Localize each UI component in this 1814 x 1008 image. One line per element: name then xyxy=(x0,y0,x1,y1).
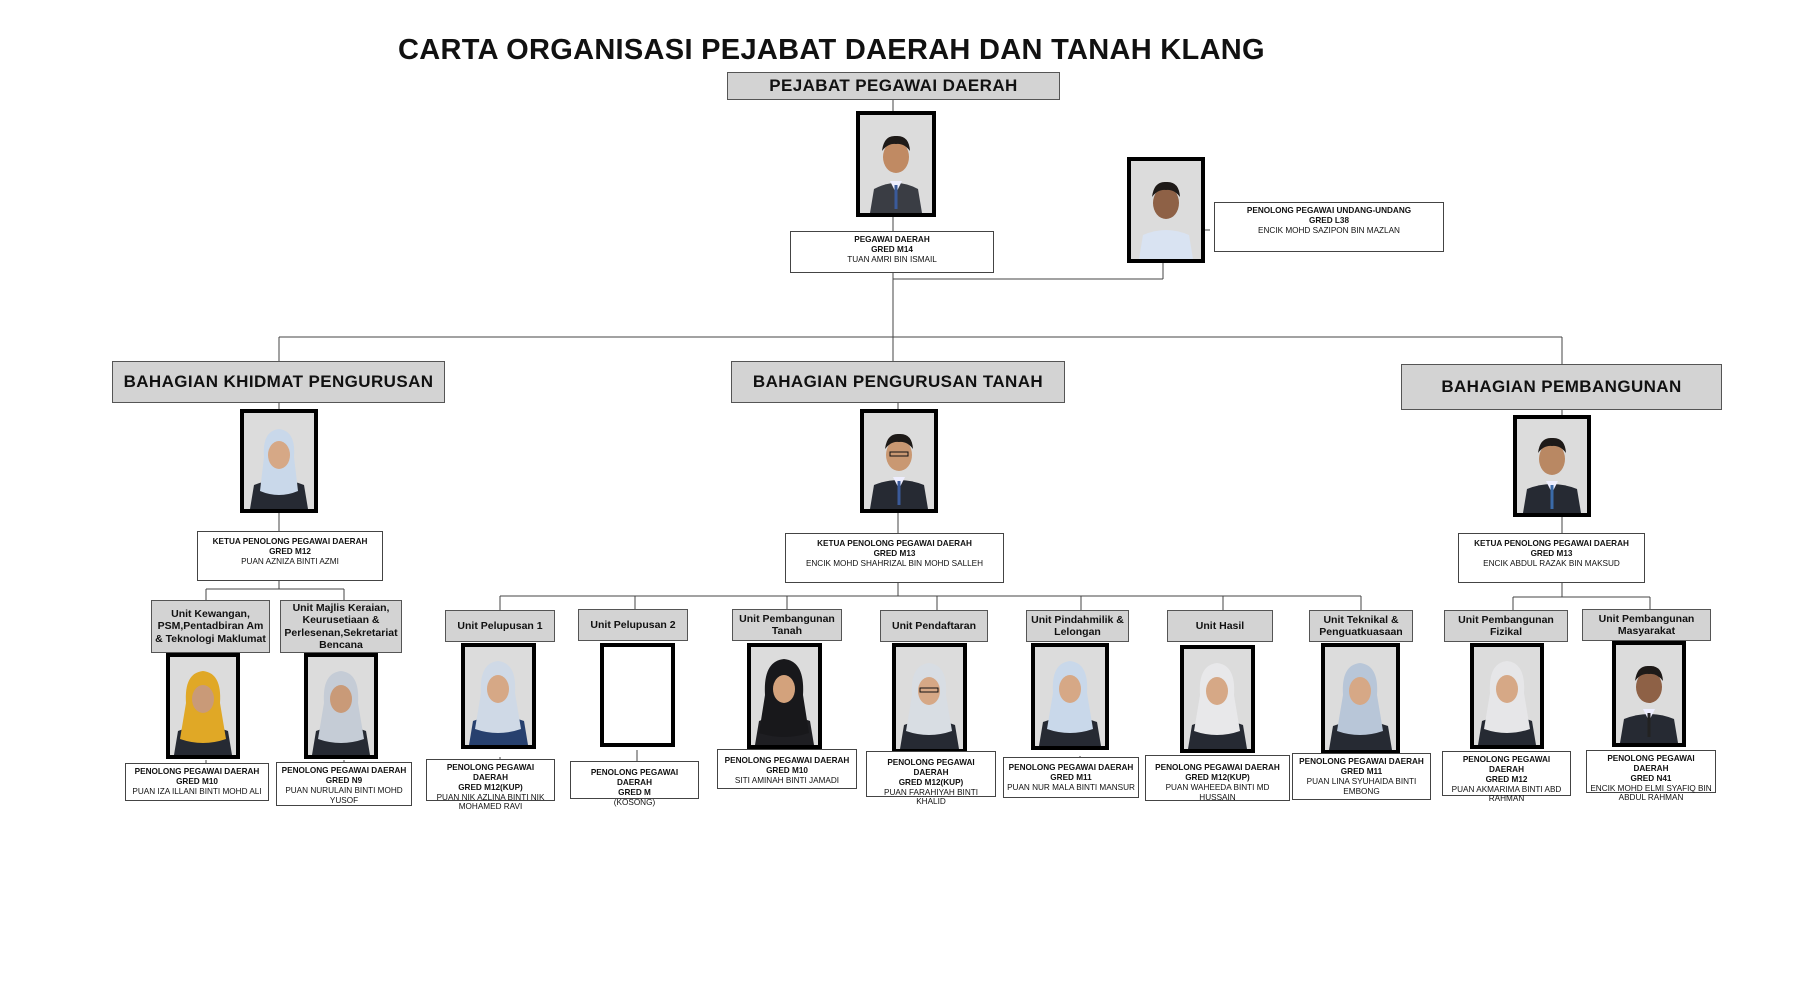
officer-grade: GRED M12 xyxy=(269,546,311,556)
chart-title: CARTA ORGANISASI PEJABAT DAERAH DAN TANAH KLANG xyxy=(398,34,1265,66)
officer-position: PENOLONG PEGAWAI DAERAH xyxy=(134,767,260,776)
officer-position: PEGAWAI DAERAH xyxy=(854,235,930,244)
officer-name: PUAN FARAHIYAH BINTI KHALID xyxy=(883,787,979,807)
officer-position: PENOLONG PEGAWAI DAERAH xyxy=(1155,763,1280,772)
unit-label: Unit Pelupusan 2 xyxy=(578,609,688,641)
officer-grade: GRED M13 xyxy=(873,548,916,558)
unit-officer-card xyxy=(570,761,699,807)
unit-officer-card xyxy=(1442,751,1571,804)
officer-name: PUAN LINA SYUHAIDA BINTI EMBONG xyxy=(1306,776,1417,796)
development-head-photo xyxy=(1513,415,1591,517)
division-land-header: BAHAGIAN PENGURUSAN TANAH xyxy=(731,361,1065,403)
unit-officer-card xyxy=(866,751,996,807)
unit-officer-photo xyxy=(1470,643,1544,749)
officer-position: PENOLONG PEGAWAI DAERAH xyxy=(446,763,535,782)
unit-officer-photo xyxy=(892,643,967,753)
officer-position: PENOLONG PEGAWAI UNDANG-UNDANG xyxy=(1246,206,1412,215)
management-head-photo xyxy=(240,409,318,513)
officer-grade: GRED N9 xyxy=(325,775,363,785)
legal-officer-card xyxy=(1214,202,1444,252)
unit-label: Unit Pelupusan 1 xyxy=(445,610,555,642)
unit-officer-photo xyxy=(1031,643,1109,750)
officer-name: PUAN NIK AZLINA BINTI NIK MOHAMED RAVI xyxy=(436,792,545,812)
officer-grade: GRED M12(KUP) xyxy=(1185,772,1250,782)
unit-officer-card xyxy=(717,749,857,789)
unit-officer-photo xyxy=(304,653,378,759)
officer-position: PENOLONG PEGAWAI DAERAH xyxy=(281,766,407,775)
division-development-header: BAHAGIAN PEMBANGUNAN xyxy=(1401,364,1722,410)
officer-grade: GRED M10 xyxy=(766,765,808,775)
vacant-photo-frame xyxy=(600,643,675,747)
unit-officer-card xyxy=(426,759,555,812)
officer-position: KETUA PENOLONG PEGAWAI DAERAH xyxy=(212,537,368,546)
officer-name: PUAN AKMARIMA BINTI ABD RAHMAN xyxy=(1451,784,1562,804)
unit-officer-photo xyxy=(1612,641,1686,747)
management-head-card xyxy=(197,531,383,581)
unit-officer-card xyxy=(1003,757,1139,798)
unit-label: Unit Majlis Keraian, Keurusetiaan & Perlesenan,Sekretariat Bencana xyxy=(280,600,402,653)
unit-label: Unit Kewangan, PSM,Pentadbiran Am & Teknologi Maklumat xyxy=(151,600,270,653)
land-head-photo xyxy=(860,409,938,513)
unit-officer-card xyxy=(1586,750,1716,803)
legal-officer-photo xyxy=(1127,157,1205,263)
officer-name: PUAN NURULAIN BINTI MOHD YUSOF xyxy=(285,785,403,805)
unit-officer-photo xyxy=(461,643,536,749)
land-head-card xyxy=(785,533,1004,583)
officer-name: ENCIK MOHD SAZIPON BIN MAZLAN xyxy=(1258,225,1400,235)
officer-position: PENOLONG PEGAWAI DAERAH xyxy=(1008,763,1134,772)
unit-officer-card xyxy=(1292,753,1431,800)
officer-name: SITI AMINAH BINTI JAMADI xyxy=(734,775,840,785)
unit-label: Unit Pembangunan Tanah xyxy=(732,609,842,641)
division-management-header: BAHAGIAN KHIDMAT PENGURUSAN xyxy=(112,361,445,403)
officer-name: ENCIK MOHD ELMI SYAFIQ BIN ABDUL RAHMAN xyxy=(1590,783,1712,803)
district-officer-photo xyxy=(856,111,936,217)
officer-position: PENOLONG PEGAWAI DAERAH xyxy=(1462,755,1551,774)
officer-name: ENCIK ABDUL RAZAK BIN MAKSUD xyxy=(1483,558,1620,568)
officer-name: PUAN IZA ILLANI BINTI MOHD ALI xyxy=(132,786,262,796)
officer-position: PENOLONG PEGAWAI DAERAH xyxy=(590,768,679,787)
officer-grade: GRED M11 xyxy=(1340,766,1383,776)
unit-officer-photo xyxy=(166,653,240,759)
officer-name: PUAN WAHEEDA BINTI MD HUSSAIN xyxy=(1165,782,1270,802)
unit-officer-card xyxy=(125,763,269,801)
unit-label: Unit Pembangunan Masyarakat xyxy=(1582,609,1711,641)
officer-grade: GRED M13 xyxy=(1530,548,1573,558)
unit-officer-photo xyxy=(1180,645,1255,753)
officer-grade: GRED M11 xyxy=(1050,772,1092,782)
unit-label: Unit Pembangunan Fizikal xyxy=(1444,610,1568,642)
officer-position: PENOLONG PEGAWAI DAERAH xyxy=(1299,757,1424,766)
officer-position: PENOLONG PEGAWAI DAERAH xyxy=(1607,754,1695,773)
officer-grade: GRED M14 xyxy=(871,244,913,254)
officer-position: PENOLONG PEGAWAI DAERAH xyxy=(887,758,975,777)
officer-name: PUAN AZNIZA BINTI AZMI xyxy=(241,556,339,566)
officer-grade: GRED L38 xyxy=(1308,215,1350,225)
unit-officer-photo xyxy=(747,643,822,749)
officer-grade: GRED M10 xyxy=(176,776,218,786)
officer-name: ENCIK MOHD SHAHRIZAL BIN MOHD SALLEH xyxy=(805,558,984,568)
development-head-card xyxy=(1458,533,1645,583)
unit-officer-card xyxy=(1145,755,1290,801)
officer-grade: GRED M12 xyxy=(1485,774,1528,784)
unit-officer-photo xyxy=(1321,643,1400,754)
officer-grade: GRED M12(KUP) xyxy=(458,782,523,792)
officer-position: KETUA PENOLONG PEGAWAI DAERAH xyxy=(817,539,972,548)
unit-label: Unit Pendaftaran xyxy=(880,610,988,642)
unit-officer-card xyxy=(276,762,412,806)
officer-grade: GRED N41 xyxy=(1630,773,1672,783)
officer-position: KETUA PENOLONG PEGAWAI DAERAH xyxy=(1474,539,1629,548)
top-header: PEJABAT PEGAWAI DAERAH xyxy=(727,72,1060,100)
officer-name: TUAN AMRI BIN ISMAIL xyxy=(847,254,937,264)
unit-label: Unit Hasil xyxy=(1167,610,1273,642)
officer-name: (KOSONG) xyxy=(613,797,656,807)
officer-position: PENOLONG PEGAWAI DAERAH xyxy=(724,756,850,765)
officer-grade: GRED M12(KUP) xyxy=(898,777,964,787)
officer-name: PUAN NUR MALA BINTI MANSUR xyxy=(1007,782,1135,792)
unit-label: Unit Pindahmilik & Lelongan xyxy=(1026,610,1129,642)
district-officer-card xyxy=(790,231,994,273)
officer-grade: GRED M xyxy=(618,787,651,797)
unit-label: Unit Teknikal & Penguatkuasaan xyxy=(1309,610,1413,642)
